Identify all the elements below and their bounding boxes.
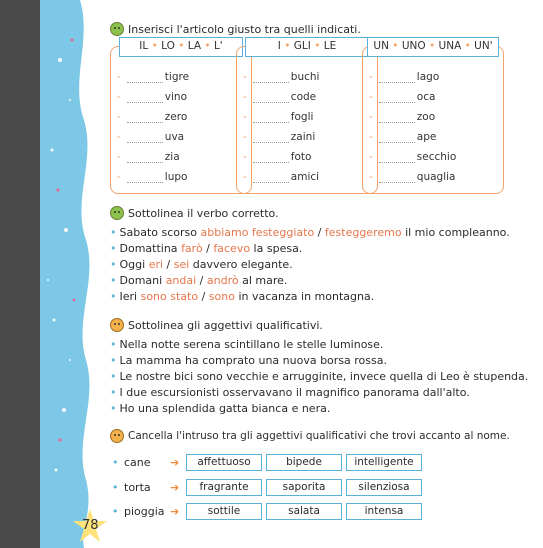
fill-row: - zia: [117, 151, 180, 163]
verb-sentence: • Oggi eri / sei davvero elegante.: [110, 258, 293, 271]
fill-row: - amici: [243, 171, 320, 183]
blank-field[interactable]: [253, 91, 289, 103]
arrow-icon: ➔: [170, 481, 180, 494]
fill-row: - lupo: [117, 171, 188, 183]
blank-field[interactable]: [253, 111, 289, 123]
article-group-header: IL • LO • LA • L': [119, 37, 243, 57]
adjective-cell[interactable]: fragrante: [186, 479, 262, 496]
verb-sentence: • Domani andai / andrò al mare.: [110, 274, 288, 287]
adjective-sentence[interactable]: • Nella notte serena scintillano le stelle luminose.: [110, 338, 384, 351]
smiley-icon: [110, 429, 124, 443]
adjective-cell[interactable]: silenziosa: [346, 479, 422, 496]
adjective-cell[interactable]: bipede: [266, 454, 342, 471]
adjective-cell[interactable]: sottile: [186, 503, 262, 520]
arrow-icon: ➔: [170, 505, 180, 518]
verb-option[interactable]: abbiamo festeggiato: [200, 226, 315, 239]
adjective-cell[interactable]: affettuoso: [186, 454, 262, 471]
verb-option[interactable]: facevo: [213, 242, 251, 255]
ex4-instruction-text: Cancella l'intruso tra gli aggettivi qualificativi che trovi accanto al nome.: [128, 430, 510, 442]
blank-field[interactable]: [379, 131, 415, 143]
blank-field[interactable]: [379, 111, 415, 123]
blank-field[interactable]: [127, 151, 163, 163]
ex3-instruction: [110, 318, 323, 332]
intruder-row: • pioggia ➔ sottile salata intensa: [112, 503, 426, 520]
blank-field[interactable]: [253, 71, 289, 83]
ex2-instruction-text: Sottolinea il verbo corretto.: [128, 206, 279, 220]
blank-field[interactable]: [127, 111, 163, 123]
ex1-instruction: [110, 22, 361, 36]
noun-label: pioggia: [124, 505, 165, 518]
adjective-cell[interactable]: intensa: [346, 503, 422, 520]
verb-option[interactable]: farò: [181, 242, 203, 255]
blank-field[interactable]: [127, 131, 163, 143]
verb-option[interactable]: sono stato: [140, 290, 199, 303]
ex4-instruction: [110, 429, 510, 443]
fill-row: - tigre: [117, 71, 190, 83]
verb-sentence: • Sabato scorso abbiamo festeggiato / festeggeremo il mio compleanno.: [110, 226, 510, 239]
exercise-page: [104, 0, 543, 548]
intruder-row: • torta ➔ fragrante saporita silenziosa: [112, 479, 426, 496]
blank-field[interactable]: [379, 91, 415, 103]
adjective-sentence[interactable]: • I due escursionisti osservavano il magnifico panorama dall'alto.: [110, 386, 470, 399]
article-group-1: [110, 40, 252, 194]
article-group-header: I • GLI • LE: [245, 37, 369, 57]
arrow-icon: ➔: [170, 456, 180, 469]
noun-label: torta: [124, 481, 151, 494]
smiley-icon: [110, 22, 124, 36]
ex3-instruction-text: Sottolinea gli aggettivi qualificativi.: [128, 318, 323, 332]
blank-field[interactable]: [379, 151, 415, 163]
adjective-sentence[interactable]: • Le nostre bici sono vecchie e arrugginite, invece quella di Leo è stupenda.: [110, 370, 529, 383]
verb-option[interactable]: sono: [208, 290, 235, 303]
intruder-row: • cane ➔ affettuoso bipede intelligente: [112, 454, 426, 471]
smiley-icon: [110, 206, 124, 220]
fill-row: - quaglia: [369, 171, 456, 183]
noun-label: cane: [124, 456, 151, 469]
fill-row: - vino: [117, 91, 188, 103]
verb-option[interactable]: eri: [148, 258, 164, 271]
blank-field[interactable]: [127, 71, 163, 83]
article-group-3: [362, 40, 504, 194]
fill-row: - ape: [369, 131, 437, 143]
verb-option[interactable]: festeggeremo: [324, 226, 402, 239]
smiley-icon: [110, 318, 124, 332]
verb-option[interactable]: andai: [165, 274, 197, 287]
fill-row: - zero: [117, 111, 188, 123]
verb-option[interactable]: sei: [173, 258, 190, 271]
fill-row: - foto: [243, 151, 312, 163]
blank-field[interactable]: [379, 71, 415, 83]
verb-sentence: • Ieri sono stato / sono in vacanza in montagna.: [110, 290, 375, 303]
fill-row: - zoo: [369, 111, 436, 123]
blank-field[interactable]: [127, 171, 163, 183]
verb-sentence: • Domattina farò / facevo la spesa.: [110, 242, 303, 255]
blank-field[interactable]: [253, 171, 289, 183]
fill-row: - buchi: [243, 71, 320, 83]
blank-field[interactable]: [127, 91, 163, 103]
fill-row: - secchio: [369, 151, 457, 163]
fill-row: - oca: [369, 91, 436, 103]
blank-field[interactable]: [253, 151, 289, 163]
ex1-instruction-text: Inserisci l'articolo giusto tra quelli indicati.: [128, 22, 361, 36]
page-number: 78: [82, 518, 99, 533]
fill-row: - lago: [369, 71, 440, 83]
blank-field[interactable]: [253, 131, 289, 143]
fill-row: - zaini: [243, 131, 316, 143]
adjective-sentence[interactable]: • Ho una splendida gatta bianca e nera.: [110, 402, 331, 415]
adjective-cell[interactable]: saporita: [266, 479, 342, 496]
adjective-cell[interactable]: salata: [266, 503, 342, 520]
fill-row: - uva: [117, 131, 185, 143]
adjective-cell[interactable]: intelligente: [346, 454, 422, 471]
fill-row: - code: [243, 91, 317, 103]
article-group-2: [236, 40, 378, 194]
verb-option[interactable]: andrò: [206, 274, 239, 287]
adjective-sentence[interactable]: • La mamma ha comprato una nuova borsa rossa.: [110, 354, 387, 367]
decorative-wave: [40, 0, 102, 548]
ex2-instruction: [110, 206, 279, 220]
fill-row: - fogli: [243, 111, 314, 123]
blank-field[interactable]: [379, 171, 415, 183]
article-group-header: UN • UNO • UNA • UN': [367, 37, 499, 57]
